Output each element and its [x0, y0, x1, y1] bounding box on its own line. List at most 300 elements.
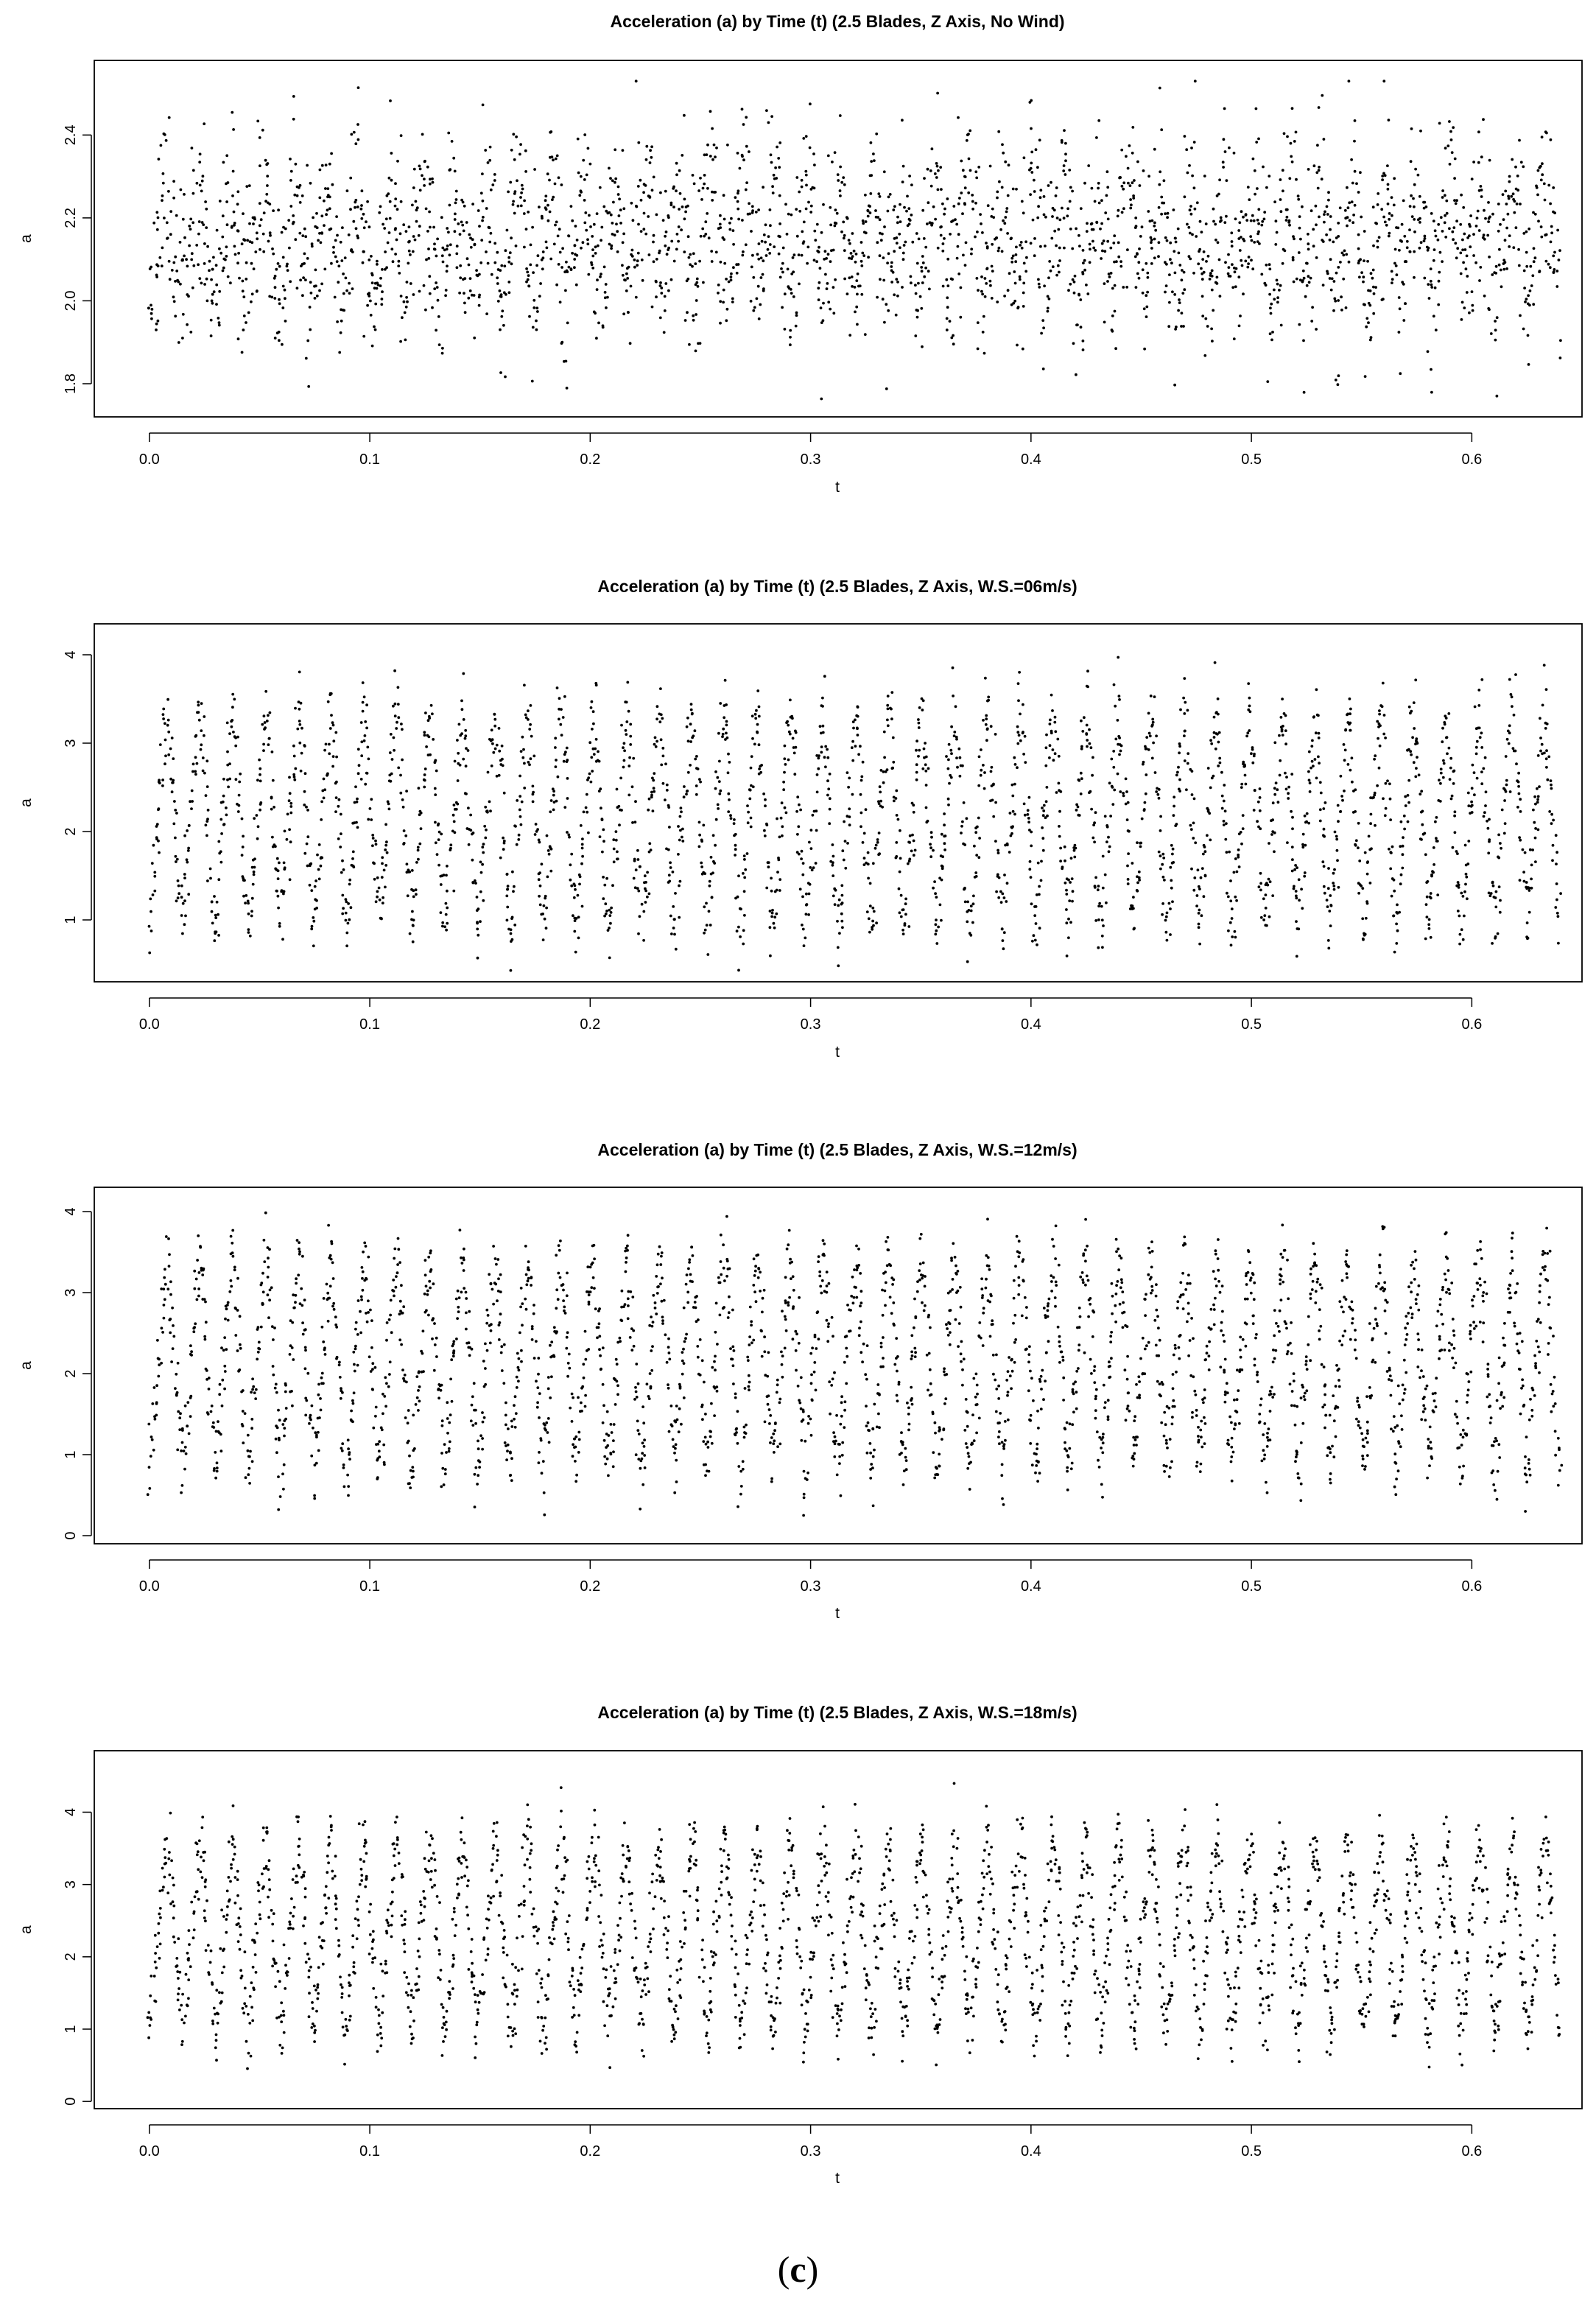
data-point [1510, 195, 1513, 198]
data-point [758, 706, 761, 709]
data-point [379, 205, 382, 208]
data-point [1117, 735, 1120, 738]
data-point [294, 707, 297, 710]
data-point [1013, 783, 1016, 786]
data-point [826, 779, 829, 782]
data-point [206, 785, 209, 788]
data-point [1187, 709, 1189, 712]
data-point [1159, 87, 1161, 90]
data-point [1021, 247, 1024, 250]
data-point [539, 282, 542, 285]
data-point [1091, 187, 1094, 190]
data-point [773, 245, 776, 248]
data-point [1133, 927, 1136, 930]
data-point [360, 721, 363, 724]
data-point [1049, 719, 1052, 722]
data-point [217, 317, 220, 320]
data-point [197, 263, 200, 266]
data-point [1350, 158, 1353, 161]
data-point [1368, 835, 1371, 838]
data-point [591, 770, 594, 773]
data-point [1126, 865, 1129, 868]
data-point [1235, 899, 1238, 902]
data-point [1302, 833, 1305, 836]
data-point [316, 226, 319, 229]
data-point [397, 767, 400, 770]
data-point [1315, 256, 1318, 259]
data-point [778, 222, 781, 225]
data-point [162, 713, 165, 716]
data-point [613, 848, 616, 851]
data-point [253, 267, 256, 270]
data-point [469, 814, 472, 817]
data-point [653, 790, 655, 793]
data-point [910, 214, 913, 217]
data-point [714, 787, 717, 790]
data-point [802, 242, 805, 245]
data-point [618, 823, 621, 826]
data-point [1558, 259, 1561, 261]
data-point [700, 198, 703, 201]
data-point [1150, 695, 1153, 697]
data-point [566, 270, 569, 273]
data-point [832, 843, 834, 846]
data-point [387, 803, 390, 806]
data-point [625, 729, 627, 732]
data-point [328, 163, 331, 166]
data-point [1189, 824, 1192, 827]
data-point [795, 731, 798, 734]
data-point [484, 149, 487, 152]
data-point [980, 769, 982, 772]
data-point [303, 253, 306, 256]
data-point [435, 770, 438, 773]
data-point [1286, 216, 1289, 219]
data-point [1556, 229, 1559, 232]
data-point [261, 129, 264, 132]
data-point [558, 263, 560, 266]
data-point [1321, 860, 1324, 863]
data-point [318, 197, 321, 200]
data-point [583, 199, 586, 202]
data-point [1016, 766, 1019, 769]
data-point [148, 925, 151, 928]
data-point [1343, 743, 1346, 746]
data-point [1298, 878, 1301, 881]
data-point [463, 302, 466, 305]
data-point [1271, 818, 1274, 821]
data-point [393, 737, 396, 739]
data-point [1413, 701, 1416, 704]
data-point [996, 301, 999, 303]
data-point [648, 842, 651, 845]
data-point [943, 848, 946, 851]
data-point [600, 273, 602, 275]
data-point [1491, 213, 1494, 216]
data-point [161, 199, 164, 202]
data-point [348, 282, 351, 285]
data-point [857, 715, 859, 718]
data-point [175, 899, 178, 902]
data-point [332, 755, 335, 758]
data-point [275, 268, 278, 271]
data-point [781, 801, 784, 804]
data-point [1030, 902, 1033, 905]
data-point [288, 799, 291, 802]
data-point [488, 241, 491, 244]
data-point [578, 883, 581, 886]
data-point [480, 239, 483, 242]
data-point [856, 323, 859, 326]
data-point [166, 221, 169, 224]
data-point [1522, 232, 1525, 235]
data-point [496, 276, 499, 279]
data-point [1010, 237, 1013, 240]
data-point [423, 779, 426, 782]
data-point [1139, 184, 1142, 187]
data-point [1036, 943, 1038, 946]
data-point [790, 292, 793, 295]
data-point [1307, 168, 1310, 171]
data-point [1022, 348, 1024, 351]
data-point [1514, 166, 1517, 169]
data-point [1127, 882, 1130, 885]
data-point [987, 204, 990, 207]
data-point [479, 920, 482, 923]
data-point [975, 854, 978, 857]
data-point [1063, 217, 1066, 219]
data-point [1402, 200, 1405, 203]
data-point [1340, 795, 1343, 798]
data-point [1056, 217, 1059, 219]
data-point [1344, 209, 1347, 212]
data-point [695, 784, 698, 787]
data-point [953, 731, 956, 734]
data-point [996, 191, 999, 194]
data-point [1033, 179, 1036, 182]
data-point [320, 232, 323, 235]
data-point [892, 271, 895, 274]
data-point [517, 838, 520, 841]
data-point [834, 208, 837, 211]
data-point [1394, 248, 1397, 251]
data-point [997, 130, 1000, 133]
data-point [714, 770, 717, 773]
data-point [356, 123, 359, 126]
data-point [1086, 222, 1089, 225]
data-point [958, 197, 961, 200]
data-point [1365, 317, 1368, 320]
data-point [679, 880, 682, 883]
data-point [848, 823, 851, 826]
data-point [330, 714, 333, 717]
data-point [544, 895, 547, 898]
data-point [1083, 269, 1086, 272]
data-point [1346, 225, 1349, 228]
data-point [984, 277, 987, 280]
data-point [578, 194, 581, 197]
data-point [1168, 273, 1171, 276]
data-point [761, 240, 764, 243]
data-point [921, 345, 924, 348]
data-point [404, 312, 407, 314]
data-point [1488, 256, 1491, 259]
data-point [817, 287, 820, 289]
data-point [1246, 266, 1249, 269]
data-point [1189, 232, 1192, 235]
data-point [1346, 216, 1349, 219]
data-point [238, 781, 241, 784]
data-point [242, 212, 245, 215]
data-point [605, 910, 608, 913]
data-point [666, 784, 669, 787]
x-tick-label: 0.5 [1241, 1016, 1262, 1033]
data-point [1366, 860, 1369, 863]
data-point [187, 893, 190, 896]
data-point [1189, 205, 1192, 208]
data-point [1158, 797, 1161, 800]
data-point [915, 779, 918, 781]
data-point [498, 774, 501, 777]
data-point [1072, 342, 1075, 345]
data-point [1343, 759, 1346, 762]
data-point [511, 938, 514, 941]
data-point [412, 918, 415, 921]
data-point [262, 250, 265, 253]
data-point [795, 312, 798, 314]
data-point [706, 187, 709, 190]
data-point [569, 863, 572, 866]
data-point [987, 699, 990, 702]
data-point [387, 242, 390, 245]
data-point [1208, 812, 1211, 815]
data-point [616, 250, 619, 253]
data-point [239, 773, 242, 776]
data-point [1145, 792, 1147, 795]
data-point [742, 943, 745, 946]
data-point [745, 116, 748, 119]
data-point [259, 767, 261, 770]
data-point [737, 200, 739, 203]
data-point [680, 806, 683, 809]
data-point [1269, 880, 1272, 883]
data-point [805, 208, 808, 211]
data-point [563, 753, 566, 756]
data-point [913, 854, 915, 857]
data-point [1335, 838, 1338, 841]
data-point [187, 295, 190, 298]
data-point [642, 910, 645, 913]
data-point [826, 287, 829, 290]
data-point [153, 875, 156, 878]
data-point [839, 166, 842, 169]
data-point [1270, 833, 1273, 836]
data-point [535, 823, 538, 826]
data-point [1293, 888, 1296, 890]
data-point [1114, 310, 1117, 313]
data-point [335, 756, 338, 759]
data-point [554, 746, 557, 749]
data-point [549, 131, 552, 134]
data-point [623, 759, 626, 762]
data-point [1080, 326, 1083, 328]
data-point [397, 703, 400, 706]
data-point [266, 175, 269, 178]
data-point [599, 186, 602, 189]
data-point [813, 259, 816, 261]
data-point [832, 855, 835, 858]
data-point [354, 142, 357, 145]
data-point [1268, 878, 1270, 881]
data-point [640, 199, 643, 202]
data-point [801, 231, 804, 233]
data-point [1255, 108, 1258, 110]
data-point [1332, 241, 1335, 244]
data-point [862, 222, 865, 225]
data-point [427, 247, 430, 250]
data-point [1057, 264, 1060, 267]
data-point [804, 170, 807, 173]
data-point [446, 922, 449, 925]
data-point [1280, 210, 1283, 213]
data-point [1225, 215, 1228, 218]
data-point [1234, 857, 1237, 860]
data-point [348, 918, 351, 921]
data-point [1080, 745, 1083, 748]
data-point [1230, 943, 1233, 946]
data-point [960, 832, 963, 834]
y-axis [63, 650, 91, 924]
data-point [194, 773, 197, 776]
data-point [959, 316, 962, 319]
data-point [1204, 850, 1207, 853]
data-point [337, 281, 340, 284]
data-point [687, 771, 690, 774]
data-point [795, 325, 798, 328]
data-point [418, 165, 421, 168]
data-point [479, 261, 482, 264]
data-point [719, 790, 722, 792]
data-point [1190, 147, 1193, 150]
data-point [1169, 933, 1172, 936]
data-point [1152, 742, 1155, 745]
data-point [1354, 204, 1357, 207]
data-point [247, 913, 250, 915]
data-point [779, 276, 782, 279]
data-point [1213, 736, 1216, 739]
data-point [1005, 211, 1008, 214]
data-point [524, 150, 527, 152]
data-point [158, 851, 161, 854]
data-point [581, 843, 584, 846]
data-point [669, 866, 672, 869]
data-point [1387, 183, 1390, 186]
data-point [1157, 255, 1160, 258]
data-point [411, 910, 414, 913]
data-point [1119, 790, 1122, 793]
data-point [741, 154, 744, 157]
data-point [591, 267, 594, 270]
data-point [746, 804, 749, 807]
data-point [968, 158, 971, 161]
data-point [776, 871, 779, 874]
data-point [824, 745, 827, 748]
data-point [186, 323, 189, 326]
data-point [340, 871, 343, 874]
data-point [214, 914, 217, 917]
data-point [602, 840, 605, 843]
data-point [1391, 278, 1394, 281]
data-point [1188, 255, 1191, 258]
data-point [963, 887, 966, 890]
data-point [1153, 148, 1156, 151]
data-point [741, 254, 744, 257]
data-point [887, 708, 890, 711]
data-point [1224, 838, 1227, 841]
data-point [582, 241, 585, 244]
data-point [1189, 208, 1192, 211]
data-point [655, 214, 658, 217]
data-point [320, 241, 323, 244]
data-point [1125, 778, 1128, 781]
data-point [479, 890, 482, 893]
data-point [699, 177, 702, 180]
data-point [1508, 234, 1511, 237]
data-point [1268, 293, 1271, 296]
data-point [1358, 860, 1361, 862]
data-point [1039, 245, 1042, 248]
data-point [903, 244, 906, 247]
data-point [1125, 155, 1128, 158]
data-point [200, 282, 203, 285]
data-point [273, 277, 276, 280]
data-point [1262, 897, 1265, 900]
data-point [1518, 264, 1521, 267]
data-point [1326, 205, 1329, 208]
data-point [371, 281, 374, 284]
data-point [713, 144, 716, 147]
data-point [284, 297, 286, 300]
data-point [608, 211, 611, 214]
data-point [476, 896, 479, 899]
data-point [527, 274, 530, 277]
data-point [1114, 738, 1117, 741]
data-point [172, 823, 175, 826]
data-point [694, 262, 697, 265]
data-point [288, 247, 291, 250]
data-point [705, 902, 708, 905]
data-point [1323, 865, 1326, 868]
data-point [1209, 739, 1212, 742]
data-point [1012, 255, 1015, 258]
data-point [1007, 194, 1010, 197]
data-point [1151, 718, 1154, 721]
data-point [1151, 757, 1154, 760]
data-point [711, 199, 714, 202]
data-point [487, 771, 490, 774]
data-point [186, 861, 189, 864]
data-point [1178, 745, 1181, 748]
data-point [1214, 281, 1217, 284]
data-point [150, 266, 152, 269]
data-point [1178, 742, 1181, 745]
data-point [1013, 756, 1016, 759]
data-point [1091, 837, 1094, 840]
data-point [737, 926, 740, 929]
data-point [221, 236, 224, 239]
data-point [946, 306, 949, 309]
data-point [510, 917, 513, 920]
